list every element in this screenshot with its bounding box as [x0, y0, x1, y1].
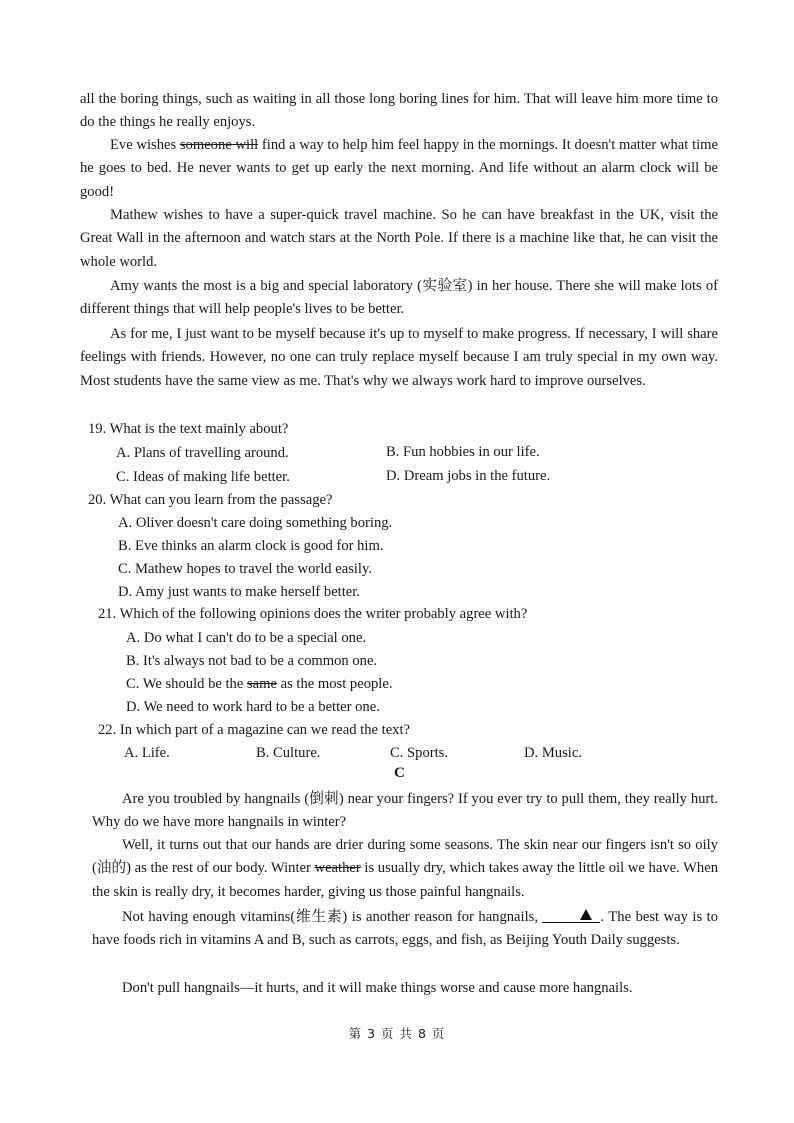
- paragraph-c3: [92, 906, 718, 953]
- option-21a[interactable]: A. Do what I can't do to be a special one.: [126, 630, 367, 646]
- option-19c[interactable]: C. Ideas of making life better.: [116, 469, 290, 485]
- section-heading-c: C: [394, 765, 405, 781]
- option-19b[interactable]: B. Fun hobbies in our life.: [386, 444, 540, 460]
- text: . The best way is to have foods rich in vitamins A and B, such as carrots, eggs, and fish, as Beijing Youth Daily suggests.: [92, 909, 718, 949]
- option-22c[interactable]: C. Sports.: [390, 745, 448, 761]
- option-20d[interactable]: D. Amy just wants to make herself better.: [118, 584, 360, 600]
- struck-text: someone will: [179, 137, 259, 153]
- option-21c[interactable]: [126, 673, 392, 696]
- question-21: 21. Which of the following opinions does the writer probably agree with?: [98, 606, 528, 622]
- question-20: 20. What can you learn from the passage?: [88, 492, 333, 508]
- question-19: 19. What is the text mainly about?: [88, 421, 289, 437]
- option-22a[interactable]: A. Life.: [124, 745, 170, 761]
- page-footer: 第 3 页 共 8 页: [348, 1026, 446, 1041]
- option-22b[interactable]: B. Culture.: [256, 745, 321, 761]
- text: Well, it turns out that our hands are drier during some seasons. The skin near our fingers isn't so oily (油的) as the rest of our body. Winter: [92, 837, 718, 877]
- option-20b[interactable]: B. Eve thinks an alarm clock is good for him.: [118, 538, 384, 554]
- text: as the most people.: [276, 676, 393, 692]
- option-20a[interactable]: A. Oliver doesn't care doing something boring.: [118, 515, 393, 531]
- text: Not having enough vitamins(维生素) is another reason for hangnails,: [122, 909, 543, 925]
- text: Eve wishes: [110, 137, 180, 153]
- paragraph-amy: Amy wants the most is a big and special laboratory (实验室) in her house. There she will make lots of different things that will help people's lives to be better.: [80, 278, 718, 318]
- answer-blank[interactable]: [542, 908, 600, 923]
- triangle-icon: [580, 909, 592, 920]
- question-22: 22. In which part of a magazine can we read the text?: [98, 722, 410, 738]
- struck-text: weather: [314, 860, 361, 877]
- option-21d[interactable]: D. We need to work hard to be a better one.: [126, 699, 380, 715]
- struck-text: same: [246, 676, 277, 692]
- paragraph-c1: Are you troubled by hangnails (倒刺) near your fingers? If you ever try to pull them, they really hurt. Why do we have more hangnails in winter?: [92, 791, 718, 831]
- option-22d[interactable]: D. Music.: [524, 745, 582, 761]
- option-20c[interactable]: C. Mathew hopes to travel the world easily.: [118, 561, 372, 577]
- option-21b[interactable]: B. It's always not bad to be a common one.: [126, 653, 378, 669]
- paragraph-oliver: all the boring things, such as waiting in all those long boring lines for him. That will leave him more time to do the things he really enjoys.: [80, 91, 718, 131]
- paragraph-eve: [80, 134, 718, 204]
- text: find a way to help him feel happy in the mornings. It doesn't matter what time he goes to bed. He never wants to get up early the next morning. And life without an alarm clock will be good!: [80, 137, 719, 200]
- text: C. We should be the: [126, 676, 247, 692]
- text: is usually dry, which takes away the little oil we have. When the skin is really dry, it becomes harder, giving us those painful hangnails.: [92, 860, 718, 900]
- option-19a[interactable]: A. Plans of travelling around.: [116, 445, 289, 461]
- option-19d[interactable]: D. Dream jobs in the future.: [386, 468, 551, 484]
- paragraph-c2: [92, 834, 718, 904]
- paragraph-mathew: Mathew wishes to have a super-quick travel machine. So he can have breakfast in the UK, visit the Great Wall in the afternoon and watch stars at the North Pole. If there is a machine like that, he can visit the whole world.: [80, 207, 718, 270]
- paragraph-writer: As for me, I just want to be myself because it's up to myself to make progress. If necessary, I will share feelings with friends. However, no one can truly replace myself because I am truly special in my own way. Most students have the same view as me. That's why we always work hard to improve ourselves.: [80, 326, 718, 389]
- paragraph-c4: Don't pull hangnails—it hurts, and it will make things worse and cause more hangnails.: [122, 980, 633, 996]
